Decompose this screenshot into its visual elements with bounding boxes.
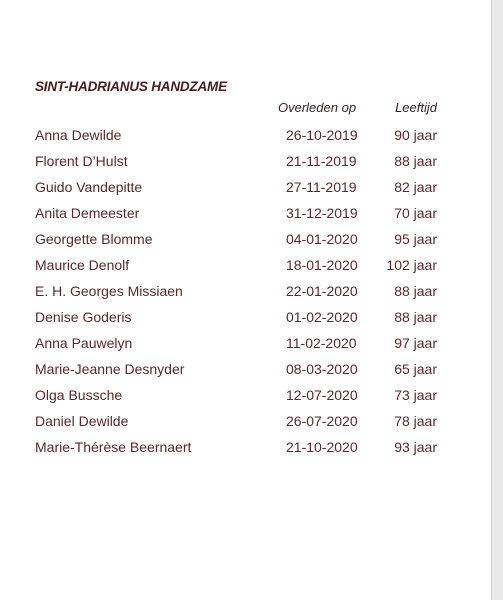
row-age: 95 jaar <box>394 231 437 247</box>
list-row <box>0 307 491 333</box>
row-name: Anita Demeester <box>35 205 140 221</box>
row-name: Denise Goderis <box>35 309 132 325</box>
section-title: SINT-HADRIANUS HANDZAME <box>35 79 227 94</box>
list-row <box>0 437 491 463</box>
row-name: Olga Bussche <box>35 387 123 403</box>
row-name: Daniel Dewilde <box>35 413 129 429</box>
list-row <box>0 151 491 177</box>
row-name: Marie-Thérèse Beernaert <box>35 439 192 455</box>
row-age: 73 jaar <box>394 387 437 403</box>
row-date: 08-03-2020 <box>286 361 358 377</box>
row-name: E. H. Georges Missiaen <box>35 283 183 299</box>
row-date: 01-02-2020 <box>286 309 358 325</box>
row-name: Marie-Jeanne Desnyder <box>35 361 185 377</box>
list-row <box>0 177 491 203</box>
list-row <box>0 229 491 255</box>
row-name: Anna Pauwelyn <box>35 335 133 351</box>
row-age: 90 jaar <box>394 127 437 143</box>
row-date: 26-07-2020 <box>286 413 358 429</box>
row-name: Georgette Blomme <box>35 231 153 247</box>
row-age: 102 jaar <box>386 257 437 273</box>
row-age: 88 jaar <box>394 283 437 299</box>
row-date: 26-10-2019 <box>286 127 358 143</box>
row-date: 22-01-2020 <box>286 283 358 299</box>
row-date: 21-10-2020 <box>286 439 358 455</box>
row-date: 27-11-2019 <box>286 179 357 195</box>
row-age: 88 jaar <box>394 153 437 169</box>
row-age: 88 jaar <box>394 309 437 325</box>
row-name: Florent D’Hulst <box>35 153 128 169</box>
row-age: 65 jaar <box>394 361 437 377</box>
list-row <box>0 333 491 359</box>
list-row <box>0 385 491 411</box>
row-age: 93 jaar <box>394 439 437 455</box>
deceased-list <box>0 125 491 463</box>
list-row <box>0 203 491 229</box>
row-date: 21-11-2019 <box>286 153 357 169</box>
list-row <box>0 125 491 151</box>
row-date: 18-01-2020 <box>286 257 358 273</box>
list-row <box>0 359 491 385</box>
row-age: 82 jaar <box>394 179 437 195</box>
row-name: Anna Dewilde <box>35 127 122 143</box>
row-age: 97 jaar <box>394 335 437 351</box>
list-row <box>0 411 491 437</box>
row-name: Maurice Denolf <box>35 257 130 273</box>
row-age: 78 jaar <box>394 413 437 429</box>
row-date: 11-02-2020 <box>286 335 357 351</box>
row-name: Guido Vandepitte <box>35 179 143 195</box>
row-date: 04-01-2020 <box>286 231 358 247</box>
column-header-date: Overleden op <box>278 100 357 115</box>
list-row <box>0 281 491 307</box>
row-date: 31-12-2019 <box>286 205 358 221</box>
viewer-edge <box>491 0 503 600</box>
row-age: 70 jaar <box>394 205 437 221</box>
list-row <box>0 255 491 281</box>
row-date: 12-07-2020 <box>286 387 358 403</box>
column-header-age: Leeftijd <box>395 100 437 115</box>
